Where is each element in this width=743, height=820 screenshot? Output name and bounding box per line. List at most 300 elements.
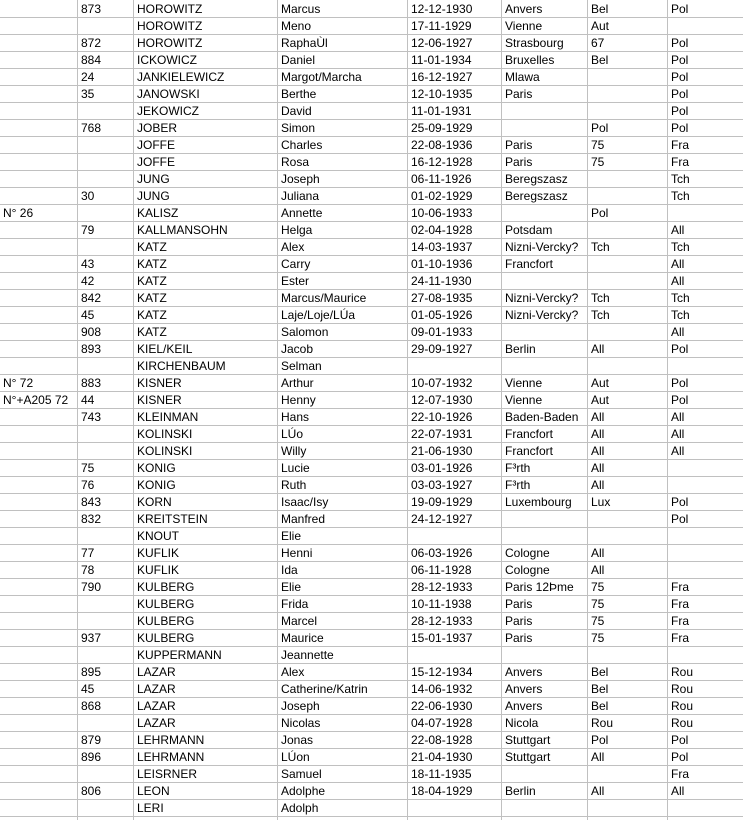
cell-ref[interactable]: [0, 103, 78, 120]
cell-nat[interactable]: All: [671, 784, 685, 798]
cell-last-name[interactable]: KUFLIK: [137, 563, 180, 577]
cell-ref[interactable]: [0, 188, 78, 205]
cell-last-name[interactable]: KUFLIK: [137, 546, 180, 560]
cell-ref[interactable]: [0, 341, 78, 358]
cell-birth-date[interactable]: 28-12-1933: [411, 580, 473, 594]
cell-code[interactable]: All: [591, 342, 605, 356]
cell-first-name[interactable]: Laje/Loje/LÚa: [281, 308, 356, 322]
cell-birth-date[interactable]: 14-03-1937: [411, 240, 473, 254]
cell-birth-date[interactable]: 01-05-1926: [411, 308, 473, 322]
cell-birth-place[interactable]: Stuttgart: [505, 733, 551, 747]
cell-num[interactable]: 24: [81, 70, 95, 84]
cell-num[interactable]: 868: [81, 699, 102, 713]
cell-code[interactable]: All: [591, 444, 605, 458]
cell-birth-place[interactable]: Vienne: [505, 393, 543, 407]
cell-birth-place[interactable]: Nicola: [505, 716, 539, 730]
cell-num[interactable]: [78, 154, 134, 171]
cell-num[interactable]: 45: [81, 308, 95, 322]
cell-num[interactable]: 842: [81, 291, 102, 305]
cell-ref[interactable]: [0, 324, 78, 341]
cell-last-name[interactable]: KULBERG: [137, 631, 195, 645]
cell-num[interactable]: 883: [81, 376, 102, 390]
cell-code[interactable]: Tch: [591, 240, 610, 254]
cell-nat[interactable]: Pol: [671, 750, 689, 764]
cell-birth-place[interactable]: Luxembourg: [505, 495, 572, 509]
cell-first-name[interactable]: Jeannette: [281, 648, 334, 662]
cell-first-name[interactable]: David: [281, 104, 312, 118]
cell-nat[interactable]: Tch: [671, 291, 690, 305]
cell-ref[interactable]: [0, 749, 78, 766]
cell-ref[interactable]: [0, 460, 78, 477]
cell-ref[interactable]: [0, 562, 78, 579]
cell-first-name[interactable]: Juliana: [281, 189, 320, 203]
cell-num[interactable]: [78, 171, 134, 188]
cell-code[interactable]: [588, 86, 668, 103]
cell-first-name[interactable]: Marcus: [281, 2, 321, 16]
cell-num[interactable]: [78, 426, 134, 443]
cell-birth-place[interactable]: [502, 358, 588, 375]
cell-ref[interactable]: [0, 239, 78, 256]
cell-birth-place[interactable]: [502, 103, 588, 120]
cell-last-name[interactable]: LAZAR: [137, 716, 176, 730]
cell-birth-date[interactable]: [408, 528, 502, 545]
cell-birth-date[interactable]: 15-12-1934: [411, 665, 473, 679]
cell-code[interactable]: Bel: [591, 682, 609, 696]
cell-birth-place[interactable]: Anvers: [505, 665, 543, 679]
cell-last-name[interactable]: KISNER: [137, 376, 182, 390]
cell-last-name[interactable]: KUPPERMANN: [137, 648, 222, 662]
cell-nat[interactable]: [668, 205, 743, 222]
cell-birth-date[interactable]: 18-04-1929: [411, 784, 473, 798]
cell-code[interactable]: Aut: [591, 19, 610, 33]
cell-last-name[interactable]: JOFFE: [137, 155, 175, 169]
cell-nat[interactable]: Fra: [671, 767, 689, 781]
cell-birth-place[interactable]: Beregszasz: [505, 189, 568, 203]
cell-birth-date[interactable]: 01-02-1929: [411, 189, 473, 203]
cell-birth-date[interactable]: 22-07-1931: [411, 427, 473, 441]
cell-ref[interactable]: [0, 273, 78, 290]
cell-first-name[interactable]: Jonas: [281, 733, 314, 747]
cell-code[interactable]: [588, 273, 668, 290]
cell-birth-date[interactable]: 16-12-1928: [411, 155, 473, 169]
cell-birth-date[interactable]: 27-08-1935: [411, 291, 473, 305]
cell-last-name[interactable]: JEKOWICZ: [137, 104, 199, 118]
cell-num[interactable]: [78, 239, 134, 256]
cell-num[interactable]: 30: [81, 189, 95, 203]
cell-ref[interactable]: [0, 69, 78, 86]
cell-ref[interactable]: [0, 154, 78, 171]
cell-last-name[interactable]: JOBER: [137, 121, 178, 135]
cell-first-name[interactable]: Manfred: [281, 512, 326, 526]
cell-birth-place[interactable]: Strasbourg: [505, 36, 564, 50]
cell-ref[interactable]: [0, 256, 78, 273]
cell-first-name[interactable]: Catherine/Katrin: [281, 682, 368, 696]
cell-nat[interactable]: Pol: [671, 53, 689, 67]
cell-birth-date[interactable]: 12-12-1930: [411, 2, 473, 16]
cell-num[interactable]: 893: [81, 342, 102, 356]
cell-nat[interactable]: [668, 18, 743, 35]
cell-num[interactable]: 895: [81, 665, 102, 679]
cell-birth-date[interactable]: 22-08-1928: [411, 733, 473, 747]
cell-first-name[interactable]: Daniel: [281, 53, 316, 67]
cell-num[interactable]: 77: [81, 546, 95, 560]
cell-first-name[interactable]: Samuel: [281, 767, 322, 781]
cell-last-name[interactable]: JUNG: [137, 172, 170, 186]
cell-birth-date[interactable]: 10-06-1933: [411, 206, 473, 220]
cell-birth-place[interactable]: F³rth: [505, 478, 531, 492]
cell-last-name[interactable]: KULBERG: [137, 580, 195, 594]
cell-last-name[interactable]: KATZ: [137, 274, 167, 288]
cell-nat[interactable]: Rou: [671, 716, 694, 730]
cell-code[interactable]: [588, 528, 668, 545]
cell-num[interactable]: 44: [81, 393, 95, 407]
cell-code[interactable]: Bel: [591, 699, 609, 713]
cell-code[interactable]: [588, 69, 668, 86]
cell-code[interactable]: All: [591, 410, 605, 424]
cell-birth-date[interactable]: 28-12-1933: [411, 614, 473, 628]
cell-code[interactable]: Bel: [591, 665, 609, 679]
cell-last-name[interactable]: LAZAR: [137, 682, 176, 696]
cell-nat[interactable]: Tch: [671, 308, 690, 322]
cell-last-name[interactable]: LAZAR: [137, 665, 176, 679]
cell-ref[interactable]: [0, 766, 78, 783]
cell-last-name[interactable]: KIEL/KEIL: [137, 342, 193, 356]
cell-birth-date[interactable]: 19-09-1929: [411, 495, 473, 509]
cell-first-name[interactable]: Ida: [281, 563, 298, 577]
cell-birth-date[interactable]: 24-12-1927: [411, 512, 473, 526]
cell-nat[interactable]: All: [671, 444, 685, 458]
cell-birth-place[interactable]: Francfort: [505, 444, 554, 458]
cell-first-name[interactable]: Ruth: [281, 478, 307, 492]
cell-birth-date[interactable]: 11-01-1931: [411, 104, 472, 118]
cell-num[interactable]: 872: [81, 36, 102, 50]
cell-birth-place[interactable]: Francfort: [505, 427, 554, 441]
cell-birth-place[interactable]: [502, 528, 588, 545]
cell-code[interactable]: 75: [591, 597, 605, 611]
cell-first-name[interactable]: Elie: [281, 529, 302, 543]
cell-birth-date[interactable]: 10-07-1932: [411, 376, 473, 390]
cell-num[interactable]: [78, 358, 134, 375]
cell-last-name[interactable]: HOROWITZ: [137, 19, 203, 33]
cell-nat[interactable]: [668, 528, 743, 545]
cell-birth-date[interactable]: 06-11-1926: [411, 172, 472, 186]
cell-first-name[interactable]: Alex: [281, 665, 305, 679]
cell-ref[interactable]: [0, 86, 78, 103]
cell-birth-place[interactable]: Anvers: [505, 682, 543, 696]
cell-num[interactable]: 43: [81, 257, 95, 271]
cell-first-name[interactable]: Willy: [281, 444, 307, 458]
cell-nat[interactable]: Pol: [671, 2, 689, 16]
cell-birth-place[interactable]: Vienne: [505, 376, 543, 390]
cell-birth-date[interactable]: 12-10-1935: [411, 87, 473, 101]
cell-ref[interactable]: [0, 426, 78, 443]
cell-ref[interactable]: [0, 783, 78, 800]
cell-birth-date[interactable]: [408, 800, 502, 817]
cell-birth-date[interactable]: 22-10-1926: [411, 410, 473, 424]
cell-birth-date[interactable]: 09-01-1933: [411, 325, 473, 339]
cell-code[interactable]: [588, 324, 668, 341]
cell-nat[interactable]: Tch: [671, 172, 690, 186]
cell-ref[interactable]: N°+A205 72: [3, 393, 69, 407]
cell-birth-place[interactable]: Cologne: [505, 563, 550, 577]
cell-num[interactable]: 768: [81, 121, 102, 135]
cell-last-name[interactable]: KATZ: [137, 291, 167, 305]
cell-code[interactable]: [588, 647, 668, 664]
cell-num[interactable]: 873: [81, 2, 102, 16]
cell-code[interactable]: 75: [591, 580, 605, 594]
cell-ref[interactable]: [0, 800, 78, 817]
cell-birth-date[interactable]: 01-10-1936: [411, 257, 473, 271]
cell-nat[interactable]: All: [671, 325, 685, 339]
cell-ref[interactable]: [0, 715, 78, 732]
cell-last-name[interactable]: KATZ: [137, 325, 167, 339]
cell-last-name[interactable]: LEON: [137, 784, 170, 798]
cell-nat[interactable]: [668, 460, 743, 477]
cell-first-name[interactable]: Carry: [281, 257, 311, 271]
cell-birth-date[interactable]: 10-11-1938: [411, 597, 472, 611]
cell-ref[interactable]: [0, 613, 78, 630]
cell-first-name[interactable]: Alex: [281, 240, 305, 254]
cell-ref[interactable]: [0, 1, 78, 18]
cell-last-name[interactable]: KISNER: [137, 393, 182, 407]
cell-first-name[interactable]: Joseph: [281, 172, 320, 186]
cell-last-name[interactable]: KIRCHENBAUM: [137, 359, 226, 373]
cell-first-name[interactable]: Adolphe: [281, 784, 326, 798]
cell-last-name[interactable]: KONIG: [137, 478, 176, 492]
cell-nat[interactable]: [668, 647, 743, 664]
cell-first-name[interactable]: LÚo: [281, 427, 304, 441]
cell-ref[interactable]: [0, 681, 78, 698]
cell-num[interactable]: 35: [81, 87, 95, 101]
cell-birth-place[interactable]: Cologne: [505, 546, 550, 560]
cell-num[interactable]: 879: [81, 733, 102, 747]
cell-num[interactable]: [78, 800, 134, 817]
cell-birth-place[interactable]: Mlawa: [505, 70, 540, 84]
cell-ref[interactable]: [0, 630, 78, 647]
cell-nat[interactable]: Rou: [671, 665, 694, 679]
cell-first-name[interactable]: Berthe: [281, 87, 317, 101]
cell-birth-place[interactable]: Stuttgart: [505, 750, 551, 764]
cell-nat[interactable]: Tch: [671, 189, 690, 203]
cell-first-name[interactable]: Charles: [281, 138, 323, 152]
cell-nat[interactable]: Pol: [671, 104, 689, 118]
cell-ref[interactable]: [0, 477, 78, 494]
cell-ref[interactable]: [0, 596, 78, 613]
cell-birth-date[interactable]: 11-01-1934: [411, 53, 472, 67]
cell-birth-date[interactable]: 22-06-1930: [411, 699, 473, 713]
cell-nat[interactable]: Fra: [671, 631, 689, 645]
cell-code[interactable]: All: [591, 784, 605, 798]
cell-last-name[interactable]: LEHRMANN: [137, 733, 205, 747]
cell-ref[interactable]: [0, 698, 78, 715]
cell-birth-place[interactable]: Paris: [505, 87, 533, 101]
cell-nat[interactable]: All: [671, 410, 685, 424]
cell-first-name[interactable]: Joseph: [281, 699, 320, 713]
cell-code[interactable]: Rou: [591, 716, 614, 730]
cell-num[interactable]: 75: [81, 461, 95, 475]
cell-num[interactable]: 790: [81, 580, 102, 594]
cell-last-name[interactable]: KULBERG: [137, 614, 195, 628]
cell-birth-place[interactable]: Bruxelles: [505, 53, 555, 67]
cell-last-name[interactable]: HOROWITZ: [137, 2, 203, 16]
cell-last-name[interactable]: LERI: [137, 801, 164, 815]
cell-ref[interactable]: [0, 647, 78, 664]
cell-nat[interactable]: [668, 545, 743, 562]
cell-last-name[interactable]: KNOUT: [137, 529, 179, 543]
cell-birth-date[interactable]: [408, 358, 502, 375]
cell-birth-place[interactable]: Nizni-Vercky?: [505, 291, 579, 305]
cell-nat[interactable]: Pol: [671, 342, 689, 356]
cell-nat[interactable]: Pol: [671, 495, 689, 509]
cell-birth-place[interactable]: Nizni-Vercky?: [505, 240, 579, 254]
cell-ref[interactable]: [0, 579, 78, 596]
cell-nat[interactable]: Tch: [671, 240, 690, 254]
cell-code[interactable]: 75: [591, 138, 605, 152]
cell-ref[interactable]: [0, 120, 78, 137]
cell-code[interactable]: 67: [591, 36, 605, 50]
cell-code[interactable]: 75: [591, 155, 605, 169]
cell-nat[interactable]: Rou: [671, 682, 694, 696]
cell-last-name[interactable]: JANKIELEWICZ: [137, 70, 225, 84]
cell-nat[interactable]: Pol: [671, 376, 689, 390]
cell-birth-date[interactable]: 21-06-1930: [411, 444, 473, 458]
cell-nat[interactable]: Pol: [671, 121, 689, 135]
cell-nat[interactable]: Fra: [671, 580, 689, 594]
cell-num[interactable]: 42: [81, 274, 95, 288]
cell-code[interactable]: Lux: [591, 495, 611, 509]
cell-nat[interactable]: Fra: [671, 138, 689, 152]
cell-code[interactable]: 75: [591, 614, 605, 628]
cell-nat[interactable]: [668, 358, 743, 375]
cell-ref[interactable]: [0, 511, 78, 528]
cell-birth-place[interactable]: Anvers: [505, 2, 543, 16]
cell-first-name[interactable]: Selman: [281, 359, 322, 373]
cell-code[interactable]: Bel: [591, 2, 609, 16]
cell-ref[interactable]: [0, 545, 78, 562]
cell-birth-place[interactable]: Beregszasz: [505, 172, 568, 186]
cell-nat[interactable]: Fra: [671, 614, 689, 628]
cell-nat[interactable]: [668, 800, 743, 817]
cell-code[interactable]: All: [591, 546, 605, 560]
cell-first-name[interactable]: Simon: [281, 121, 316, 135]
cell-code[interactable]: Pol: [591, 121, 609, 135]
cell-first-name[interactable]: Helga: [281, 223, 313, 237]
cell-num[interactable]: 79: [81, 223, 95, 237]
cell-birth-place[interactable]: Anvers: [505, 699, 543, 713]
cell-nat[interactable]: All: [671, 223, 685, 237]
cell-ref[interactable]: [0, 171, 78, 188]
cell-code[interactable]: Aut: [591, 376, 610, 390]
cell-num[interactable]: 806: [81, 784, 102, 798]
cell-first-name[interactable]: Adolph: [281, 801, 319, 815]
cell-last-name[interactable]: KULBERG: [137, 597, 195, 611]
cell-nat[interactable]: All: [671, 257, 685, 271]
cell-first-name[interactable]: LÚon: [281, 750, 310, 764]
cell-code[interactable]: All: [591, 478, 605, 492]
cell-birth-place[interactable]: Paris: [505, 631, 533, 645]
cell-birth-place[interactable]: Paris: [505, 597, 533, 611]
cell-birth-date[interactable]: 21-04-1930: [411, 750, 473, 764]
cell-birth-place[interactable]: Paris: [505, 138, 533, 152]
cell-last-name[interactable]: HOROWITZ: [137, 36, 203, 50]
cell-birth-date[interactable]: 22-08-1936: [411, 138, 473, 152]
cell-last-name[interactable]: JUNG: [137, 189, 170, 203]
cell-num[interactable]: 78: [81, 563, 95, 577]
cell-num[interactable]: 45: [81, 682, 95, 696]
cell-birth-date[interactable]: 17-11-1929: [411, 19, 472, 33]
cell-birth-date[interactable]: 24-11-1930: [411, 274, 472, 288]
cell-nat[interactable]: [668, 477, 743, 494]
cell-code[interactable]: [588, 256, 668, 273]
cell-nat[interactable]: Pol: [671, 733, 689, 747]
cell-birth-date[interactable]: 29-09-1927: [411, 342, 473, 356]
cell-code[interactable]: [588, 222, 668, 239]
cell-first-name[interactable]: Lucie: [281, 461, 310, 475]
cell-first-name[interactable]: Frida: [281, 597, 309, 611]
cell-first-name[interactable]: Jacob: [281, 342, 314, 356]
cell-num[interactable]: [78, 103, 134, 120]
cell-nat[interactable]: Pol: [671, 70, 689, 84]
cell-code[interactable]: [588, 171, 668, 188]
cell-first-name[interactable]: RaphaÙl: [281, 36, 328, 50]
cell-ref[interactable]: [0, 732, 78, 749]
cell-num[interactable]: [78, 647, 134, 664]
cell-ref[interactable]: [0, 137, 78, 154]
cell-first-name[interactable]: Salomon: [281, 325, 329, 339]
cell-num[interactable]: [78, 18, 134, 35]
cell-last-name[interactable]: KONIG: [137, 461, 176, 475]
cell-last-name[interactable]: KOLINSKI: [137, 444, 193, 458]
cell-last-name[interactable]: LEHRMANN: [137, 750, 205, 764]
cell-birth-date[interactable]: [408, 647, 502, 664]
cell-code[interactable]: [588, 188, 668, 205]
cell-num[interactable]: 884: [81, 53, 102, 67]
cell-ref[interactable]: [0, 290, 78, 307]
cell-last-name[interactable]: ICKOWICZ: [137, 53, 197, 67]
cell-code[interactable]: All: [591, 750, 605, 764]
cell-nat[interactable]: Pol: [671, 512, 689, 526]
cell-code[interactable]: [588, 103, 668, 120]
cell-last-name[interactable]: KORN: [137, 495, 172, 509]
cell-last-name[interactable]: KATZ: [137, 308, 167, 322]
cell-birth-place[interactable]: [502, 120, 588, 137]
cell-last-name[interactable]: KATZ: [137, 240, 167, 254]
cell-last-name[interactable]: KLEINMAN: [137, 410, 199, 424]
cell-code[interactable]: [588, 358, 668, 375]
cell-birth-place[interactable]: Francfort: [505, 257, 554, 271]
cell-first-name[interactable]: Ester: [281, 274, 310, 288]
cell-ref[interactable]: [0, 222, 78, 239]
cell-last-name[interactable]: KATZ: [137, 257, 167, 271]
cell-num[interactable]: [78, 528, 134, 545]
cell-first-name[interactable]: Isaac/Isy: [281, 495, 329, 509]
cell-ref[interactable]: [0, 443, 78, 460]
cell-first-name[interactable]: Marcus/Maurice: [281, 291, 367, 305]
cell-first-name[interactable]: Margot/Marcha: [281, 70, 362, 84]
cell-code[interactable]: All: [591, 563, 605, 577]
cell-code[interactable]: [588, 766, 668, 783]
cell-birth-place[interactable]: Paris: [505, 155, 533, 169]
cell-num[interactable]: [78, 137, 134, 154]
cell-birth-date[interactable]: 15-01-1937: [411, 631, 473, 645]
cell-num[interactable]: 832: [81, 512, 102, 526]
cell-last-name[interactable]: KREITSTEIN: [137, 512, 208, 526]
cell-num[interactable]: [78, 205, 134, 222]
cell-birth-date[interactable]: 12-07-1930: [411, 393, 473, 407]
cell-ref[interactable]: N° 72: [3, 376, 34, 390]
cell-last-name[interactable]: LAZAR: [137, 699, 176, 713]
cell-first-name[interactable]: Hans: [281, 410, 310, 424]
